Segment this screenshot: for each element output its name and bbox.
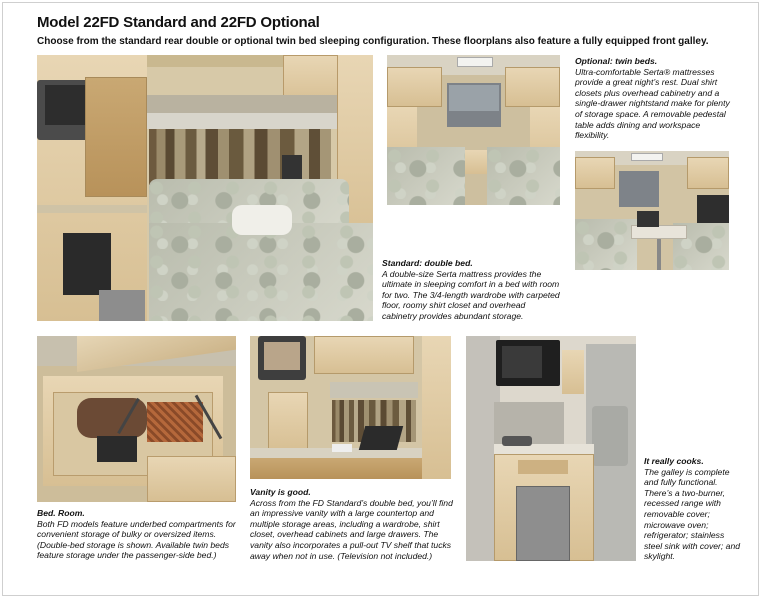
- caption-double-bed-body: A double-size Serta mattress provides the ultimate in sleeping comfort in a bed with room for two. The 3/4-length wardrobe with carpeted floor, roomy shirt closet and overhead cabinetry provides abundant storage.: [382, 268, 560, 321]
- caption-bed-room-body: Both FD models feature underbed compartments for convenient storage of bulky or oversized items. (Double-bed storage is shown. Available twin beds feature storage under the passenger-side bed.): [37, 518, 236, 561]
- caption-twin-beds-body: Ultra-comfortable Serta® mattresses provide a great night’s rest. Dual shirt closets plus overhead cabinetry and a single-drawer nightstand make for plenty of storage space. A removable pedestal table adds dining and workspace flexibility.: [575, 66, 730, 141]
- photo-twin-beds-table: [575, 151, 729, 270]
- caption-twin-beds: [575, 56, 735, 141]
- photo-vanity: [250, 336, 451, 479]
- caption-bed-room-heading: Bed. Room.: [37, 508, 85, 518]
- page-subtitle: Choose from the standard rear double or optional twin bed sleeping configuration. These floorplans also feature a fully equipped front galley.: [37, 36, 709, 47]
- caption-vanity-heading: Vanity is good.: [250, 487, 311, 497]
- caption-double-bed-heading: Standard: double bed.: [382, 258, 473, 268]
- page-title: Model 22FD Standard and 22FD Optional: [37, 14, 320, 31]
- caption-bed-room: [37, 508, 241, 561]
- caption-vanity-body: Across from the FD Standard’s double bed, you’ll find an impressive vanity with a large countertop and multiple storage areas, including a wardrobe, shirt closet, overhead cabinets and large drawers. The vanity also incorporates a pull-out TV shelf that tucks away when not in use. (Television not included.): [250, 497, 453, 561]
- photo-twin-beds: [387, 55, 560, 205]
- caption-it-really-cooks-heading: It really cooks.: [644, 456, 704, 466]
- caption-it-really-cooks-body: The galley is complete and fully functional. There’s a two-burner, recessed range with removable cover; microwave oven; refrigerator; stainless steel sink with cover; and skylight.: [644, 466, 741, 562]
- caption-twin-beds-heading: Optional: twin beds.: [575, 56, 658, 66]
- caption-it-really-cooks: [644, 456, 740, 562]
- photo-underbed-storage: [37, 336, 236, 502]
- photo-galley: [466, 336, 636, 561]
- caption-vanity: [250, 487, 456, 561]
- caption-double-bed: [382, 258, 560, 322]
- photo-double-bed: [37, 55, 373, 321]
